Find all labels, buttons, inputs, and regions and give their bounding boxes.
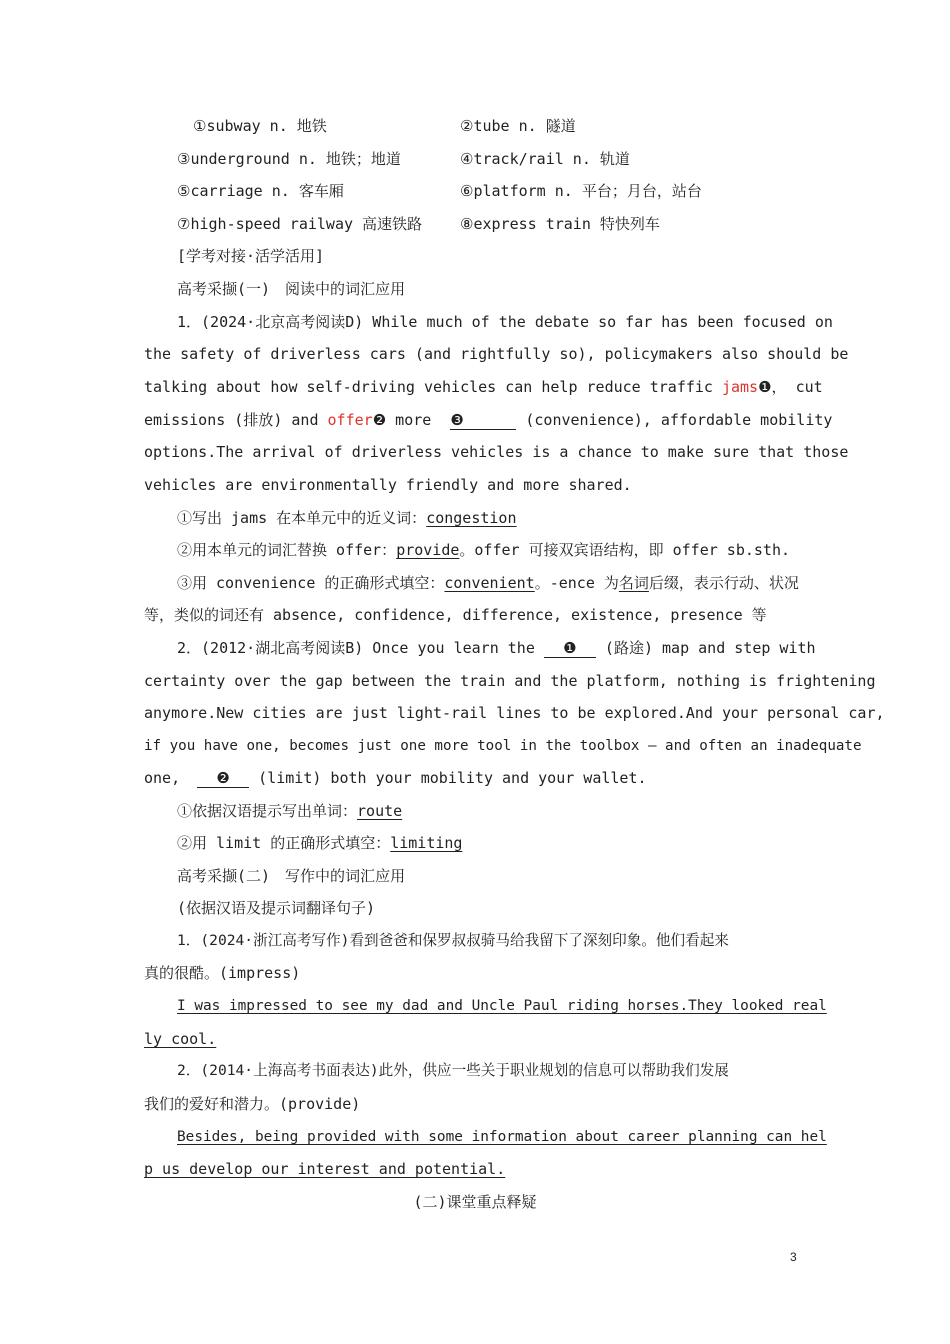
q1-answer-3-cont: 等，类似的词还有 absence, confidence, difference, existence, presence 等 <box>144 606 767 624</box>
marker-1: ❶ <box>758 378 772 396</box>
part1-title: 高考采撷(一) 阅读中的词汇应用 <box>177 280 406 298</box>
section2-title: (二)课堂重点释疑 <box>413 1193 537 1211</box>
highlight-word: offer <box>327 411 373 429</box>
w1-answer-cont: ly cool. <box>144 1030 217 1048</box>
answer-text: convenient <box>444 574 535 592</box>
w1-answer: I was impressed to see my dad and Uncle Paul riding horses.They looked real <box>177 998 827 1014</box>
part2-title: 高考采撷(二) 写作中的词汇应用 <box>177 867 406 885</box>
q1-line: emissions (排放) and offer❷ more ❸ (convenience), affordable mobility <box>144 411 833 429</box>
q2-line: if you have one, becomes just one more tool in the toolbox — and often an inadequate <box>144 738 862 754</box>
vocab-item: ⑥platform n. 平台；月台，站台 <box>460 182 702 200</box>
q2-line: anymore.New cities are just light-rail lines to be explored.And your personal car, <box>144 704 885 722</box>
vocab-item: ④track/rail n. 轨道 <box>460 150 630 168</box>
q1-line: options.The arrival of driverless vehicles is a chance to make sure that those <box>144 443 849 461</box>
q2-line: certainty over the gap between the train and the platform, nothing is frightening <box>144 672 876 690</box>
w2-prompt: 2．(2014·上海高考书面表达)此外，供应一些关于职业规划的信息可以帮助我们发展 <box>177 1062 729 1079</box>
q1-line: vehicles are environmentally friendly and more shared. <box>144 476 632 494</box>
vocab-item: ①subway n. 地铁 <box>193 117 327 135</box>
answer-text: limiting <box>390 834 463 852</box>
w1-prompt: 1．(2024·浙江高考写作)看到爸爸和保罗叔叔骑马给我留下了深刻印象。他们看起来 <box>177 932 729 949</box>
q1-line: the safety of driverless cars (and rightfully so), policymakers also should be <box>144 345 849 363</box>
w2-answer: Besides, being provided with some information about career planning can hel <box>177 1129 827 1145</box>
q1-line: 1．(2024·北京高考阅读D) While much of the debate so far has been focused on <box>177 313 833 331</box>
answer-blank-2: ❷ <box>197 769 249 788</box>
page-number: 3 <box>790 1250 797 1264</box>
marker-2: ❷ <box>372 411 387 429</box>
highlight-word: jams <box>721 378 759 396</box>
q1-line: talking about how self-driving vehicles can help reduce traffic jams❶， cut <box>144 378 823 396</box>
q1-answer-3: ③用 convenience 的正确形式填空：convenient。-ence 为名词后缀，表示行动、状况 <box>177 574 799 592</box>
vocab-item: ③underground n. 地铁；地道 <box>177 150 401 168</box>
vocab-item: ⑧express train 特快列车 <box>460 215 660 233</box>
answer-text: congestion <box>426 509 517 527</box>
w1-prompt-cont: 真的很酷。(impress) <box>144 964 301 982</box>
q2-line: 2．(2012·湖北高考阅读B) Once you learn the ❶ (路途) map and step with <box>177 639 816 657</box>
vocab-item: ⑦high-speed railway 高速铁路 <box>177 215 423 233</box>
vocab-item: ⑤carriage n. 客车厢 <box>177 182 344 200</box>
q2-answer-1: ①依据汉语提示写出单词：route <box>177 802 403 820</box>
answer-text: 名词 <box>618 574 649 592</box>
answer-text: provide <box>396 541 460 559</box>
q1-answer-1: ①写出 jams 在本单元中的近义词：congestion <box>177 509 517 527</box>
vocab-item: ②tube n. 隧道 <box>460 117 576 135</box>
q2-line: one, ❷ (limit) both your mobility and your wallet. <box>144 769 647 787</box>
section-tag: [学考对接·活学活用] <box>177 247 325 265</box>
answer-blank-3: ❸ <box>450 411 516 430</box>
answer-blank-1: ❶ <box>544 639 596 658</box>
q1-answer-2: ②用本单元的词汇替换 offer：provide。offer 可接双宾语结构，即 offer sb.sth. <box>177 541 791 559</box>
q2-answer-2: ②用 limit 的正确形式填空：limiting <box>177 834 463 852</box>
answer-text: route <box>357 802 403 820</box>
w2-prompt-cont: 我们的爱好和潜力。(provide) <box>144 1095 361 1113</box>
part2-hint: (依据汉语及提示词翻译句子) <box>177 899 376 917</box>
w2-answer-cont: p us develop our interest and potential. <box>144 1160 506 1178</box>
